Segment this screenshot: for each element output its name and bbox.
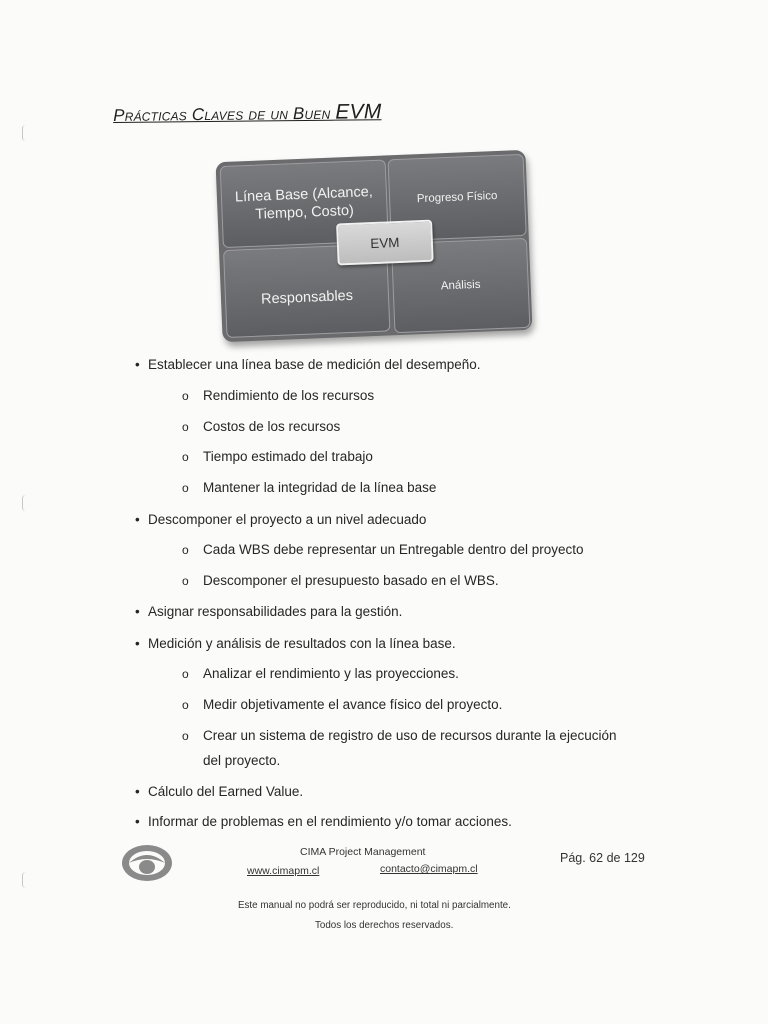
bullet-glyph: • [135, 814, 140, 829]
list-item-text: Asignar responsabilidades para la gestión. [148, 604, 403, 619]
sub-bullet-glyph: o [182, 450, 189, 464]
page-number: Pág. 62 de 129 [560, 851, 645, 865]
sub-bullet-glyph: o [182, 667, 189, 681]
bullet-glyph: • [135, 604, 140, 619]
footer-company: CIMA Project Management [300, 846, 426, 858]
diagram-center-evm [336, 220, 434, 266]
tile-responsibles-label: Responsables [260, 287, 354, 308]
list-subitem [182, 666, 459, 681]
tile-analysis-label: Análisis [440, 278, 481, 293]
list-item [135, 784, 304, 799]
bullet-glyph: • [135, 357, 140, 372]
sub-bullet-glyph: o [182, 574, 189, 588]
list-item [135, 814, 512, 829]
title-part-evm: EVM [335, 100, 382, 124]
center-label: EVM [369, 234, 400, 251]
bullet-glyph: • [135, 784, 140, 799]
list-subitem [182, 419, 341, 434]
list-subitem-text: Crear un sistema de registro de uso de recursos durante la ejecución [203, 728, 617, 743]
list-subitem-text: Analizar el rendimiento y las proyecciones. [203, 666, 459, 681]
scan-margin-mark [22, 125, 29, 141]
list-item [135, 604, 403, 619]
list-subitem-continuation [203, 753, 280, 768]
list-subitem-text: Mantener la integridad de la línea base [203, 480, 437, 495]
sub-bullet-glyph: o [182, 698, 189, 712]
list-subitem [182, 388, 375, 403]
list-subitem-text: Tiempo estimado del trabajo [203, 449, 373, 464]
footer-legal-notice: Este manual no podrá ser reproducido, ni total ni parcialmente. [238, 900, 511, 911]
list-item [135, 357, 481, 372]
list-item [135, 512, 427, 527]
list-subitem [182, 449, 373, 464]
footer-email-link[interactable]: contacto@cimapm.cl [380, 863, 478, 875]
list-subitem [182, 542, 584, 557]
list-subitem-text: Descomponer el presupuesto basado en el WBS. [203, 573, 499, 588]
list-subitem-text: del proyecto. [203, 753, 281, 768]
list-subitem-text: Cada WBS debe representar un Entregable dentro del proyecto [203, 542, 584, 557]
evm-diagram [216, 150, 533, 342]
list-item-text: Cálculo del Earned Value. [148, 784, 304, 799]
list-subitem-text: Rendimiento de los recursos [203, 388, 375, 403]
sub-bullet-glyph: o [182, 543, 189, 557]
tile-baseline-label: Línea Base (Alcance, Tiempo, Costo) [234, 184, 374, 223]
list-item-text: Establecer una línea base de medición del desempeño. [148, 357, 481, 372]
bullet-glyph: • [135, 512, 140, 527]
list-item-text: Informar de problemas en el rendimiento y/o tomar acciones. [148, 814, 512, 829]
list-item-text: Medición y análisis de resultados con la línea base. [148, 636, 456, 651]
list-item [135, 636, 456, 651]
list-subitem [182, 728, 617, 743]
sub-bullet-glyph: o [182, 389, 189, 403]
list-subitem [182, 573, 499, 588]
sub-bullet-glyph: o [182, 729, 189, 743]
list-item-text: Descomponer el proyecto a un nivel adecuado [148, 512, 427, 527]
footer-website-link[interactable]: www.cimapm.cl [247, 865, 320, 877]
sub-bullet-glyph: o [182, 481, 189, 495]
bullet-glyph: • [135, 636, 140, 651]
sub-bullet-glyph: o [182, 420, 189, 434]
list-subitem [182, 480, 437, 495]
page-title [113, 100, 382, 127]
list-subitem-text: Medir objetivamente el avance físico del proyecto. [203, 697, 503, 712]
footer-rights-notice: Todos los derechos reservados. [315, 920, 454, 931]
cima-logo-icon [120, 843, 174, 883]
tile-progress-label: Progreso Físico [416, 190, 498, 206]
scan-margin-mark [22, 872, 29, 888]
title-part-small-caps: Prácticas Claves de un Buen [113, 103, 331, 125]
list-subitem [182, 697, 503, 712]
list-subitem-text: Costos de los recursos [203, 419, 341, 434]
scan-margin-mark [22, 495, 29, 511]
